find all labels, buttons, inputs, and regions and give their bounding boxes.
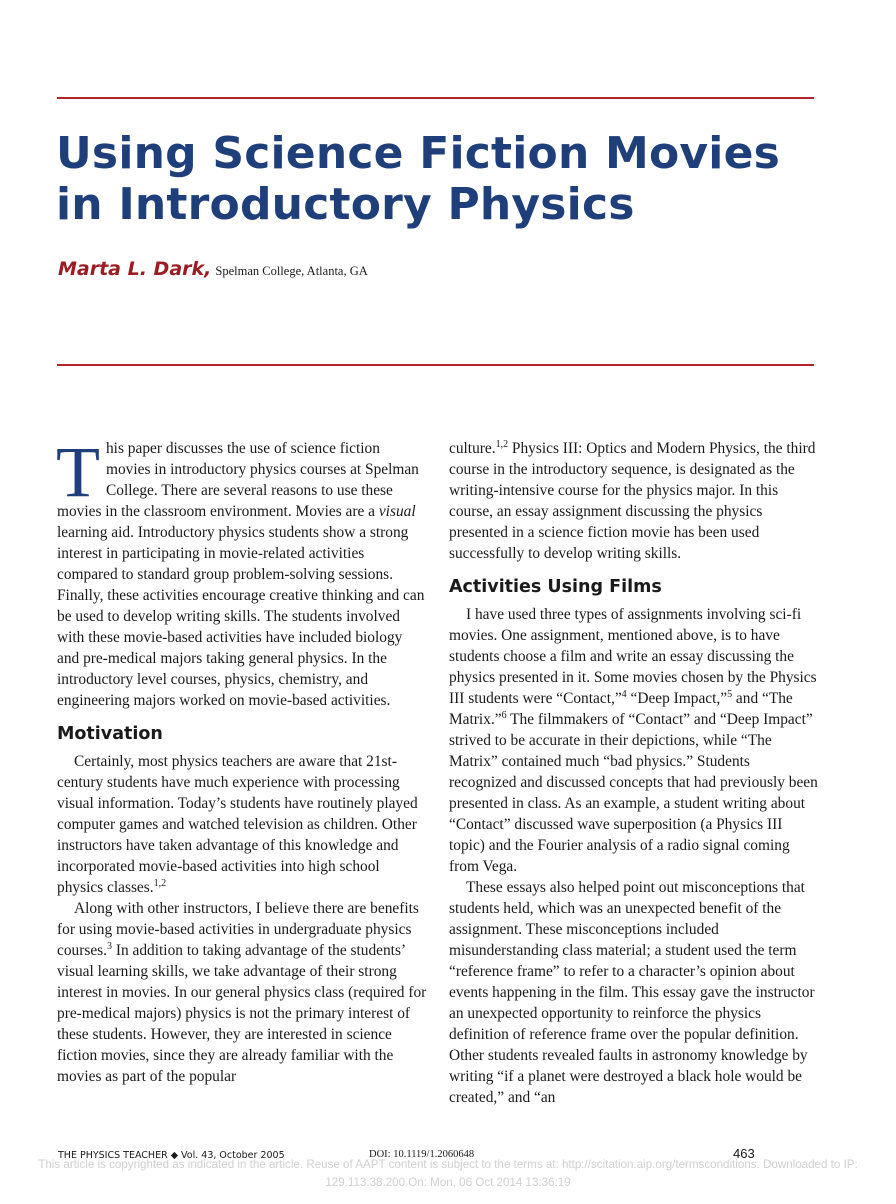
journal-footer: THE PHYSICS TEACHER ◆ Vol. 43, October 2005 — [58, 1150, 285, 1161]
heading-motivation: Motivation — [57, 724, 163, 744]
reference-sup: 1,2 — [153, 878, 167, 889]
top-rule — [57, 97, 814, 99]
title-line-2: in Introductory Physics — [56, 179, 635, 230]
author-affiliation: Spelman College, Atlanta, GA — [215, 264, 368, 278]
activities-paragraph-1: I have used three types of assignments involving sci-fi movies. One assignment, mentioned above, is to have students choose a film and write an essay discussing the physics presented in it. Some movies chosen by the Physics III students were “Contact,”$^4$ “Deep Impact,”$^5$ and “The Matrix.”$^6$ The filmmakers of “Contact” and “Deep Impact” strived to be accurate in their depictions, while “The Matrix” contained much “bad physics.” Students recognized and discussed concepts that had previously been presented in class. As an example, a student writing about “Contact” discussed wave superposition (a Physics III topic) and the Fourier analysis of a radio signal coming from Vega. — [449, 606, 818, 875]
copyright-notice-line-1: This article is copyrighted as indicated in the article. Reuse of AAPT content is subject to the terms at: http://scitation.aip.org/termsconditions. Downloaded to IP: — [38, 1158, 858, 1171]
left-column — [56, 432, 427, 1087]
reference-sup: 6 — [501, 710, 507, 721]
byline — [58, 258, 368, 280]
drop-cap: T — [56, 432, 100, 512]
emphasis-visual: visual — [378, 503, 416, 520]
title-line-1: Using Science Fiction Movies — [56, 128, 781, 179]
author-name: Marta L. Dark, — [58, 258, 212, 280]
doi-footer: DOI: 10.1119/1.2060648 — [369, 1149, 475, 1160]
copyright-notice-line-2: 129.113.38.200 On: Mon, 06 Oct 2014 13:36:19 — [325, 1176, 571, 1189]
reference-sup: 1,2 — [495, 439, 509, 450]
motivation-paragraph-2: Along with other instructors, I believe there are benefits for using movie-based activities in undergraduate physics courses.$^3$ In addition to taking advantage of the students’ visual learning skills, we take advantage of their strong interest in movies. In our general physics class (required for pre-medical majors) physics is not the primary interest of these students. However, they are interested in science fiction movies, since they are already familiar with the movies as part of the popular — [57, 900, 427, 1085]
header-bottom-rule — [57, 364, 814, 366]
article-title — [56, 128, 836, 230]
page-number: 463 — [733, 1146, 755, 1161]
right-column — [449, 438, 819, 1108]
intro-paragraph: This paper discusses the use of science fiction movies in introductory physics courses at Spelman College. There are several reasons to use these movies in the classroom environment. Movies are a visual learning aid. Introductory physics students show a strong interest in participating in movie-related activities compared to standard group problem-solving sessions. Finally, these activities encourage creative thinking and can be used to develop writing skills. The students involved with these movie-based activities have included biology and pre-medical majors taking general physics. In the introductory level courses, physics, chemistry, and engineering majors worked on movie-based activities. — [56, 432, 425, 709]
reference-sup: 5 — [727, 689, 733, 700]
reference-sup: 3 — [107, 941, 113, 952]
continued-paragraph: culture.$^{1,2}$ Physics III: Optics and Modern Physics, the third course in the introductory sequence, is designated as the writing-intensive course for the physics major. In this course, an essay assignment discussing the physics presented in a science fiction movie has been used successfully to develop writing skills. — [449, 439, 816, 562]
activities-paragraph-2: These essays also helped point out misconceptions that students held, which was an unexpected benefit of the assignment. These misconceptions included misunderstanding class material; a student used the term “reference frame” to refer to a character’s opinion about events happening in the film. This essay gave the instructor an unexpected opportunity to reinforce the physics definition of reference frame over the popular definition. Other students revealed faults in astronomy knowledge by writing “if a planet were destroyed a black hole would be created,” and “an — [449, 879, 815, 1106]
motivation-paragraph-1: Certainly, most physics teachers are aware that 21st-century students have much experience with processing visual information. Today’s students have routinely played computer games and watched television as children. Other instructors have taken advantage of this knowledge and incorporated movie-based activities into high school physics classes.$^{1,2}$ — [57, 753, 418, 896]
heading-activities: Activities Using Films — [449, 577, 662, 597]
reference-sup: 4 — [621, 689, 627, 700]
